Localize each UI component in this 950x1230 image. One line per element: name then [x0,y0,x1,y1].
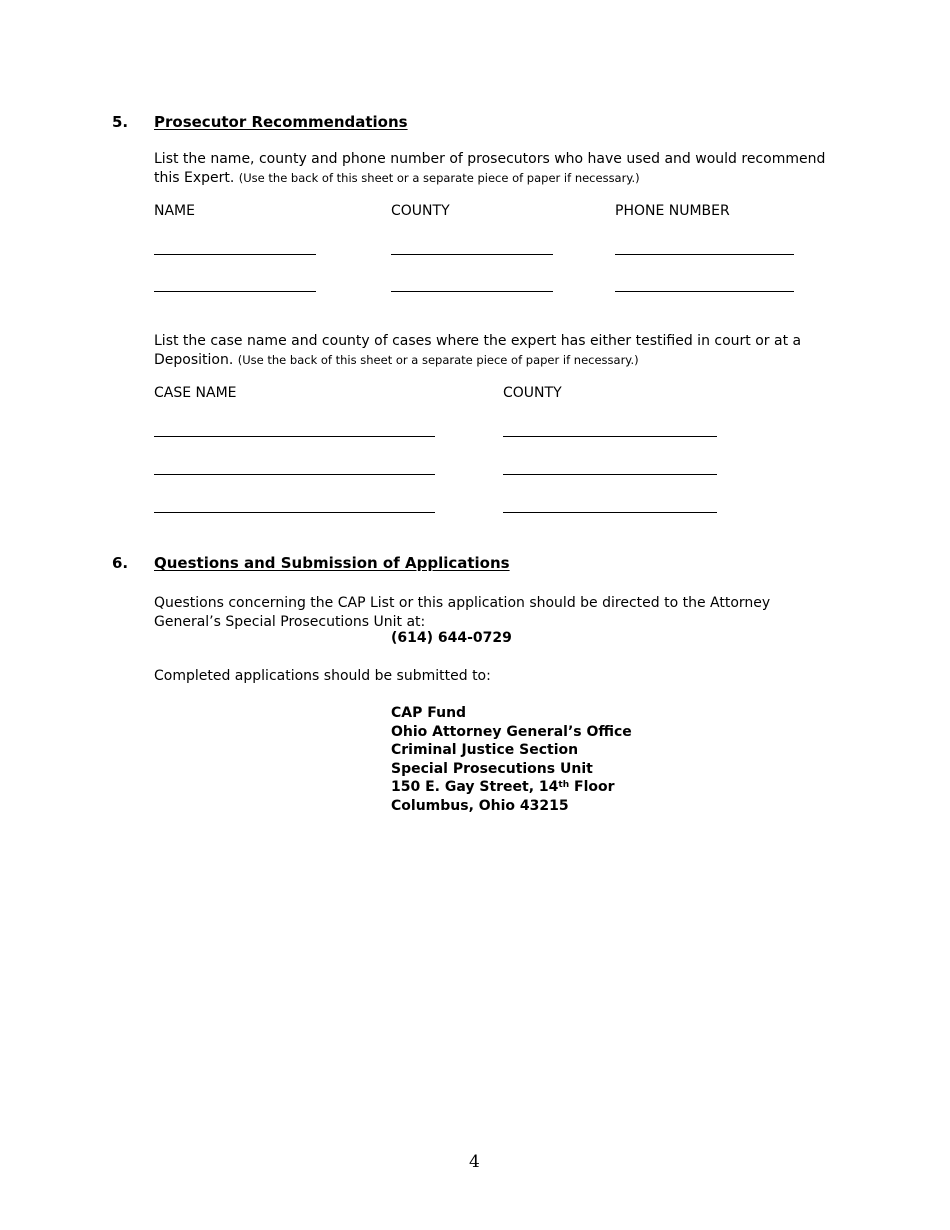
address-line-5 [391,778,632,797]
prosecutor-county-field-1[interactable] [391,254,553,255]
prosecutor-county-field-2[interactable] [391,291,553,292]
column-header-phone: PHONE NUMBER [615,203,730,219]
prosecutor-phone-field-1[interactable] [615,254,794,255]
prosecutor-name-field-1[interactable] [154,254,316,255]
address-street: 150 E. Gay Street, 14 [391,779,559,795]
case-name-field-3[interactable] [154,512,435,513]
address-floor: Floor [569,779,615,795]
cases-instructions [154,332,834,370]
prosecutor-phone-field-2[interactable] [615,291,794,292]
address-line-1: CAP Fund [391,705,467,721]
submit-text: Completed applications should be submitted to: [154,668,491,684]
column-header-county: COUNTY [391,203,450,219]
prosecutor-instructions-note: (Use the back of this sheet or a separate piece of paper if necessary.) [238,171,640,185]
prosecutor-name-field-2[interactable] [154,291,316,292]
contact-phone: (614) 644-0729 [391,630,512,646]
page-number: 4 [469,1152,480,1172]
address-line-6: Columbus, Ohio 43215 [391,797,569,814]
column-header-case-name: CASE NAME [154,385,237,401]
questions-text: Questions concerning the CAP List or this application should be directed to the Attorney General’s Special Prosecutions Unit at: [154,595,771,630]
prosecutor-instructions-main: List the name, county and phone number of prosecutors who have used and would recommend this Expert. [154,151,826,186]
section-5-title: Prosecutor Recommendations [154,113,408,131]
address-line-2: Ohio Attorney General’s Office [391,723,632,740]
cases-instructions-main: List the case name and county of cases where the expert has either testified in court or at a Deposition. [154,333,802,368]
case-name-field-2[interactable] [154,474,435,475]
section-6-title: Questions and Submission of Applications [154,554,510,572]
case-name-field-1[interactable] [154,436,435,437]
case-county-field-2[interactable] [503,474,717,475]
prosecutor-instructions [154,150,834,188]
section-6-number: 6. [112,554,129,572]
section-5-number: 5. [112,113,129,131]
case-county-field-3[interactable] [503,512,717,513]
address-line-4: Special Prosecutions Unit [391,760,593,777]
address-ordinal-suffix: th [558,780,570,790]
address-line-3: Criminal Justice Section [391,742,579,758]
case-county-field-1[interactable] [503,436,717,437]
column-header-case-county: COUNTY [503,385,562,401]
cases-instructions-note: (Use the back of this sheet or a separate piece of paper if necessary.) [237,353,639,367]
column-header-name: NAME [154,203,195,219]
mailing-address [391,704,632,815]
